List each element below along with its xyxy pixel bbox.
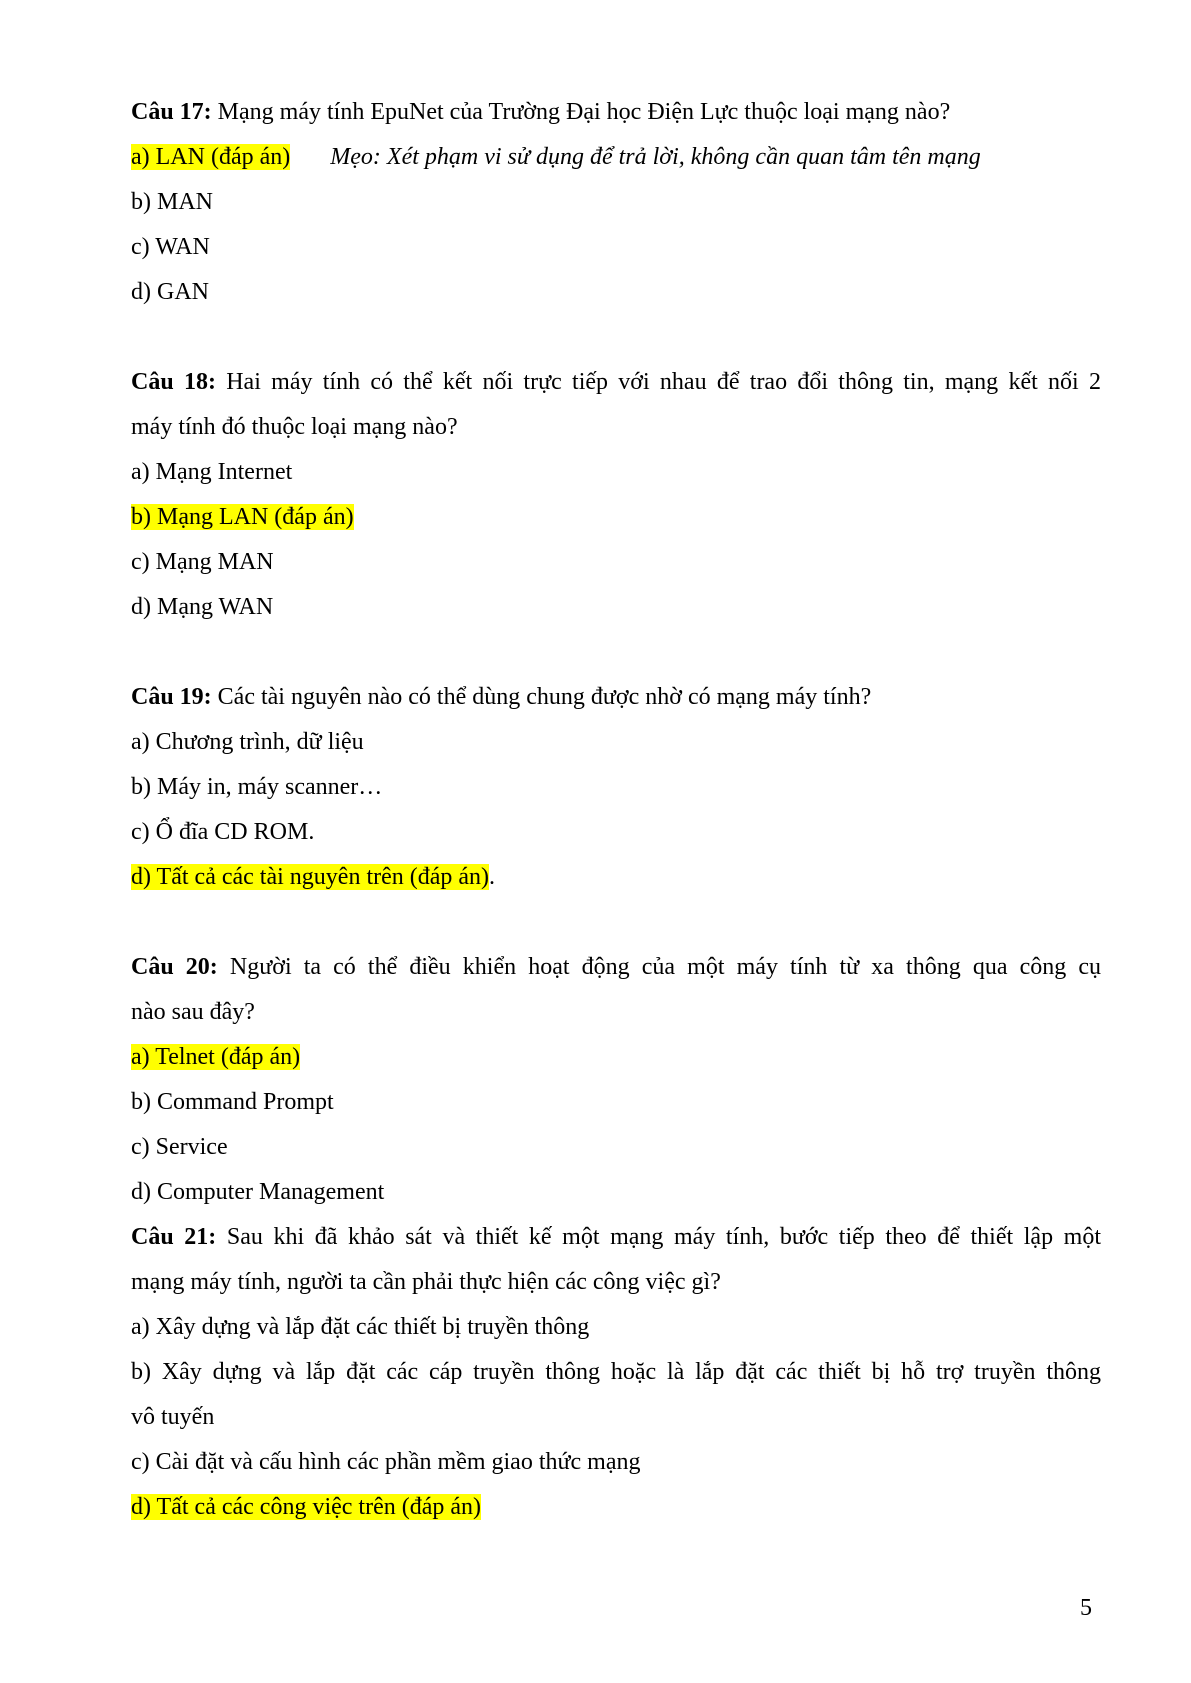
question-21-stem-line-2: mạng máy tính, người ta cần phải thực hiện các công việc gì? [131,1269,721,1295]
question-20-label: Câu 20: [131,954,218,980]
question-21-text-1: Sau khi đã khảo sát và thiết kế một mạng máy tính, bước tiếp theo để thiết lập một [216,1224,1102,1250]
question-17-option-d: d) GAN [131,279,209,305]
question-20-option-d: d) Computer Management [131,1179,385,1205]
spacer [131,900,1101,945]
question-20-text-1: Người ta có thể điều khiển hoạt động của một máy tính từ xa thông qua công cụ [217,954,1102,980]
question-18 [131,360,1101,630]
question-18-stem-line-1 [131,360,1101,405]
question-20-option-a-row [131,1035,1101,1080]
question-17-stem [131,90,1101,135]
question-19-option-c: c) Ổ đĩa CD ROM. [131,819,315,845]
question-18-text-1: Hai máy tính có thể kết nối trực tiếp với nhau để trao đổi thông tin, mạng kết nối 2 [215,369,1101,395]
document-page [131,90,1101,1530]
question-21-option-d-row [131,1485,1101,1530]
question-18-option-b-answer: b) Mạng LAN (đáp án) [131,504,354,530]
question-21-label: Câu 21: [131,1224,217,1250]
question-17-option-a-row [131,135,1101,180]
question-19 [131,675,1101,900]
question-17 [131,90,1101,315]
question-17-option-b: b) MAN [131,189,213,215]
question-17-hint: Mẹo: Xét phạm vi sử dụng để trả lời, không cần quan tâm tên mạng [330,144,981,170]
question-19-option-a: a) Chương trình, dữ liệu [131,729,364,755]
question-21-option-b-line-1: b) Xây dựng và lắp đặt các cáp truyền thông hoặc là lắp đặt các thiết bị hỗ trợ truyền thông [131,1359,1101,1385]
question-20 [131,945,1101,1215]
question-19-stem [131,675,1101,720]
question-17-option-a-answer: a) LAN (đáp án) [131,144,291,170]
question-21 [131,1215,1101,1530]
question-18-option-b-row [131,495,1101,540]
question-17-text: Mạng máy tính EpuNet của Trường Đại học Điện Lực thuộc loại mạng nào? [211,99,951,125]
question-21-option-d-answer: d) Tất cả các công việc trên (đáp án) [131,1494,482,1520]
question-19-option-d-answer: d) Tất cả các tài nguyên trên (đáp án) [131,864,490,890]
question-18-label: Câu 18: [131,369,216,395]
question-18-option-d: d) Mạng WAN [131,594,274,620]
question-20-option-a-answer: a) Telnet (đáp án) [131,1044,301,1070]
question-20-option-c: c) Service [131,1134,228,1160]
question-21-stem-line-1 [131,1215,1101,1260]
question-18-option-a: a) Mạng Internet [131,459,293,485]
question-21-option-b-line-2: vô tuyến [131,1404,215,1430]
question-21-option-a: a) Xây dựng và lắp đặt các thiết bị truyền thông [131,1314,590,1340]
question-18-option-c: c) Mạng MAN [131,549,274,575]
spacer [131,315,1101,360]
spacer [131,630,1101,675]
question-17-label: Câu 17: [131,99,212,125]
question-19-option-d-tail: . [489,864,496,890]
page-number: 5 [1080,1595,1092,1621]
question-20-stem-line-1 [131,945,1101,990]
question-19-text: Các tài nguyên nào có thể dùng chung được nhờ có mạng máy tính? [211,684,872,710]
question-20-stem-line-2: nào sau đây? [131,999,255,1025]
question-20-option-b: b) Command Prompt [131,1089,334,1115]
question-19-option-d-row [131,855,1101,900]
question-19-label: Câu 19: [131,684,212,710]
question-21-option-c: c) Cài đặt và cấu hình các phần mềm giao thức mạng [131,1449,641,1475]
question-18-stem-line-2: máy tính đó thuộc loại mạng nào? [131,414,458,440]
question-19-option-b: b) Máy in, máy scanner… [131,774,383,800]
question-17-option-c: c) WAN [131,234,210,260]
